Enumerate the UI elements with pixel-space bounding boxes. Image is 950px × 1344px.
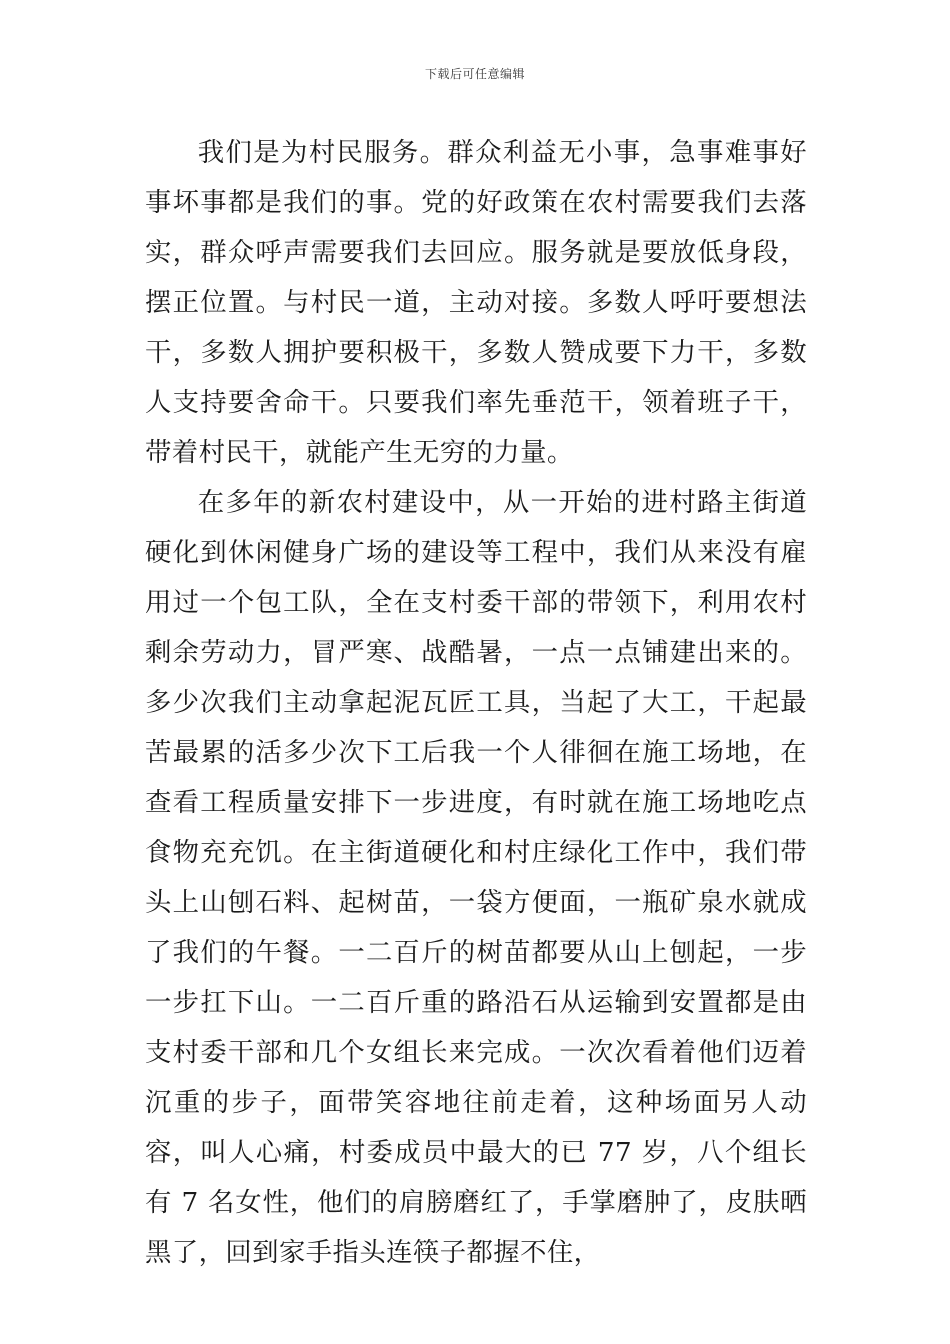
paragraph: 在多年的新农村建设中，从一开始的进村路主街道硬化到休闲健身广场的建设等工程中，我们从来没有雇用过一个包工队，全在支村委干部的带领下，利用农村剩余劳动力，冒严寒、战酷暑，一点一点铺建出来的。多少次我们主动拿起泥瓦匠工具，当起了大工，干起最苦最累的活多少次下工后我一个人徘徊在施工场地，在查看工程质量安排下一步进度，有时就在施工场地吃点食物充充饥。在主街道硬化和村庄绿化工作中，我们带头上山刨石料、起树苗，一袋方便面，一瓶矿泉水就成了我们的午餐。一二百斤的树苗都要从山上刨起，一步一步扛下山。一二百斤重的路沿石从运输到安置都是由支村委干部和几个女组长来完成。一次次看着他们迈着沉重的步子，面带笑容地往前走着，这种场面另人动容，叫人心痛，村委成员中最大的已 77 岁，八个组长有 7 名女性，他们的肩膀磨红了，手掌磨肿了，皮肤晒黑了，回到家手指头连筷子都握不住，	[145, 487, 807, 1268]
paragraph: 我们是为村民服务。群众利益无小事，急事难事好事坏事都是我们的事。党的好政策在农村需要我们去落实，群众呼声需要我们去回应。服务就是要放低身段，摆正位置。与村民一道，主动对接。多数人呼吁要想法干，多数人拥护要积极干，多数人赞成要下力干，多数人支持要舍命干。只要我们率先垂范干，领着班子干，带着村民干，就能产生无穷的力量。	[145, 137, 807, 468]
header-note: 下载后可任意编辑	[424, 67, 525, 81]
document-body	[145, 128, 807, 1278]
